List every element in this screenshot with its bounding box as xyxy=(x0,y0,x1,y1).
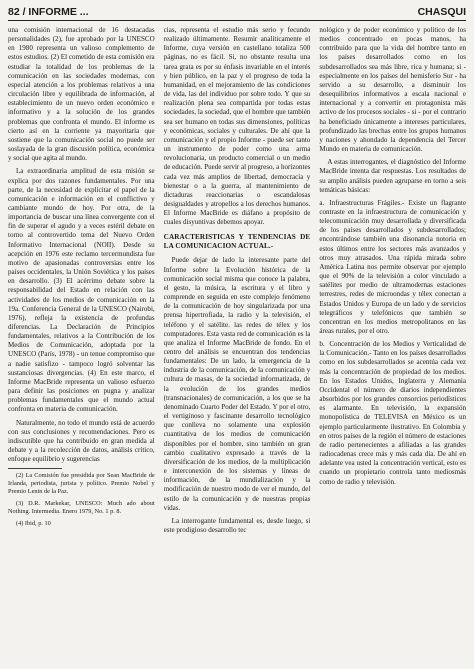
paragraph: nológico y de poder económico y político de los medios concentrado en pocas manos, ha contribuido para que la vida del hombre tanto en los países desarrollados como en los subdesarrollados sea más libre, rica y humana; si - especialmente en los países del hemisferio Sur - ha servido a su desarrollo, a disminuir los desequilibrios informativos a escala nacional e internacional y a convertir en protagonista más activo de los procesos sociales - si - por el contrario ha beneficiado únicamente a intereses particulares, profundizado las brechas entre los grupos humanos y naciones y ahondado la dependencia del Tercer Mundo en materia de comunicación. xyxy=(319,26,467,154)
column-3 xyxy=(319,26,466,539)
list-marker: b. xyxy=(319,340,325,349)
list-item-text: Concentración de los Medios y Verticalidad de la Comunicación.- Tanto en los países desarrollados como en los subdesarrollados se acentúa cada vez más la concentración de propiedad de los medios. En los Estados Unidos, Inglaterra y Alemania Occidental el número de diarios independientes absorbidos por los grandes consorcios periodísticos es alarmante. En televisión, la expansión monopolística de TELEVISA en México es un ejemplo particularmente ilustrativo. En Colombia y en otros países de la región el número de estaciones de radio pertenecientes a afiliadas a las grandes radiocadenas crece más y más cada día. De ahí en adelante vea usted la concentración vertical, esto es cuando un propietario controla tanto mediosmás como de radio y televisión. xyxy=(319,340,467,486)
column-2 xyxy=(164,26,311,539)
footnote-2: (2) La Comisión fue presidida por Sean MacBride de Irlanda, periodista, jurista y político. Premio Nobel y Premio Lenin de la Paz. xyxy=(8,472,155,496)
list-item xyxy=(319,199,466,336)
magazine-name: CHASQUI xyxy=(417,6,466,18)
column-1 xyxy=(8,26,155,539)
article-body xyxy=(8,26,466,539)
paragraph: Puede dejar de lado la interesante parte del Informe sobre la Evolución histórica de la comunicación social misma que conoce la palabra, el gesto, la música, la escritura y el libro y comprende en seguida en este complejo fenómeno de la comunicación de hoy singularizada por una prensa hipertrofiada, la radio y la televisión, el teléfono y el satélite. las redes de télex y los computadores. Esta vasta red de comunicación es la que analiza el Informe MacBride de fondo. En el centro del análisis se encuentran dos tendencias fundamentales: De un lado, la emergencia de la industria de la comunicación, de la comunicación y cultura de masas, de la sociedad informatizada, de la evolución de los grandes medios (transnacionales) de comunicación, a los que se ha denominado Cuarto Poder del Estado. Y por el otro, el vertiginoso y fascinante desarrollo tecnológico que conlleva no solamente una explosión cuantitativa de los medios de comunicación disponibles por el hombre, sino también un gran cambio cualitativo expresado a través de la diversificación de los medios, de la multiplicación e interconexión de los sistemas y líneas de información, de la mundialización y la modificación de nuestro modo de ver el mundo, del estilo de la comunicación y de nuestras propias vidas. xyxy=(163,256,311,512)
footnote-4: (4) Ibid, p. 10 xyxy=(16,520,51,528)
list-marker: a. xyxy=(319,198,325,207)
paragraph: La interrogante fundamental es, desde luego, si este prodigioso desarrollo tec xyxy=(163,516,311,534)
list-item-text: Infraestructuras Frágiles.- Existe un flagrante contraste en la infraestructura de comunicación y telecomunicación muy desarrollada y diversificada de los países desarrollados y subdesarrollados; encontrándose también una disonancia notoria en estos últimos entre los sectores más avanzados y otros muy atrasados. Una rápida mirada sobre América Latina nos permite observar por ejemplo que el 90% de la televisión a color vinculado a satélites por medio de ultramodernas estaciones terrestres, redes de microondas y télex conectan a Estados Unidos y Europa de un lado y de servicios telegráficos y telefónicos que también se concentran en los medios metropolitanos en las áreas rurales, por el otro. xyxy=(319,198,467,335)
footnote-divider xyxy=(8,468,62,469)
topic-list xyxy=(319,199,466,487)
list-item xyxy=(319,340,466,487)
paragraph: La extraordinaria amplitud de esta misión se explica por dos razones fundamentales. Por una parte, de la necesidad de explicitar el papel de la comunicación e información en el conflictivo y cambiante mundo de hoy. Por otra, de la importancia de buscar una línea convergente con el fin de superar el agudo y a veces estéril debate en torno al controvertido tema del Nuevo Orden Informativo Internacional (NOII). Desde su acepción en 1976 este reclamo tercermundista fue motivo de apasionadas controversias entre los países occidentales, la Unión Soviética y los países en desarrollo. (3) El acérrimo debate sobre la responsabilidad del Estado en relación con las actividades de los medios de comunicación en la 19a. Conferencia General de la UNESCO (Nairobi, 1976), refleja la existencia de profundas diferencias. La Declaración de Principios fundamentales, relativos a la Contribución de los Medios de Comunicación, adoptada por la UNESCO (París, 1978) - un tenue compromiso que a nadie satisfizo - tampoco logró solventar las sustanciosas divergencias. (4) En este marco, el Informe MacBride representa un valioso esfuerzo para definir las posiciones en pugna y analizar problemas fundamentales que el mundo actual confronta en materia de comunicación. xyxy=(8,167,155,414)
paragraph: una comisión internacional de 16 destacadas personalidades (2), fue aprobado por la UNESCO en 1980 representa un valioso complemento de estos estudios. (2) El cometido de esta comisión era estudiar la totalidad de los problemas de la comunicación en las sociedades modernas, con especial atención a los problemas relativos a una circulación libre y equilibrada de información, al establecimiento de un nuevo orden económico e informativo y a la solución de los grandes problemas que confronta el mundo. El informe es cierto así en la corriente ya mayoritaria que sostiene que la comunicación social no puede ser soslayada de la gran discusión política, económica y social que agita al mundo. xyxy=(8,26,155,163)
page-number-title: 82 / INFORME ... xyxy=(8,6,89,18)
page-header xyxy=(8,6,466,21)
paragraph: cias, representa el estudio más serio y fecundo realizado últimamente. Resumir analíticamente el Informe, cuya versión en castellano totaliza 500 páginas, no es fácil. Si, no obstante resulta una tarea grata es por su énfasis invariable en el interés y bien público, en la paz y el progreso de toda la humanidad, en el mejoramiento de las condiciones de vida, las del individuo por sobre todo. Y que su realización plena sea compartida por todas estas sociedades, la sociedad, que el hombre que también sea ser humano en todas sus dimensiones, políticas y económicas, sociales y culturales. De ahí que la comunicación y el propio Informe - puede ser tanto un instrumento de poder como una arma revolucionaria, un producto comercial o un medio de educación. Puede servir al progreso, a horizontes cada vez más amplios de libertad, democracia y bienestar o a la guerra, al mantenimiento de dictaduras reaccionarias o escandalosas desigualdades y atropellos a los derechos humanos. El Informe MacBride es diáfano a propósito de cuales disyuntivas debemos apoyar. xyxy=(163,26,311,227)
paragraph: Naturalmente, no todo el mundo está de acuerdo con sus conclusiones y recomendaciones. Pero es indiscutible que ha contribuido en gran medida al debate y a la recolección de datos, análisis crítico, enfoque equilibrio y sugerencias xyxy=(8,418,155,464)
footnote-3: (3) D.R. Markekar, UNESCO: Much ado about Nothing. Intermedia. Enero 1979, No. 1 p. 8. xyxy=(8,500,155,516)
section-heading: CARACTERISTICAS Y TENDENCIAS DE LA COMUNICACION ACTUAL.- xyxy=(163,233,311,251)
paragraph: A estas interrogantes, el diagnóstico del Informe MacBride intenta dar respuestas. Los resultados de su amplio análisis pueden agruparse en torno a seis temáticas básicas: xyxy=(319,158,467,194)
